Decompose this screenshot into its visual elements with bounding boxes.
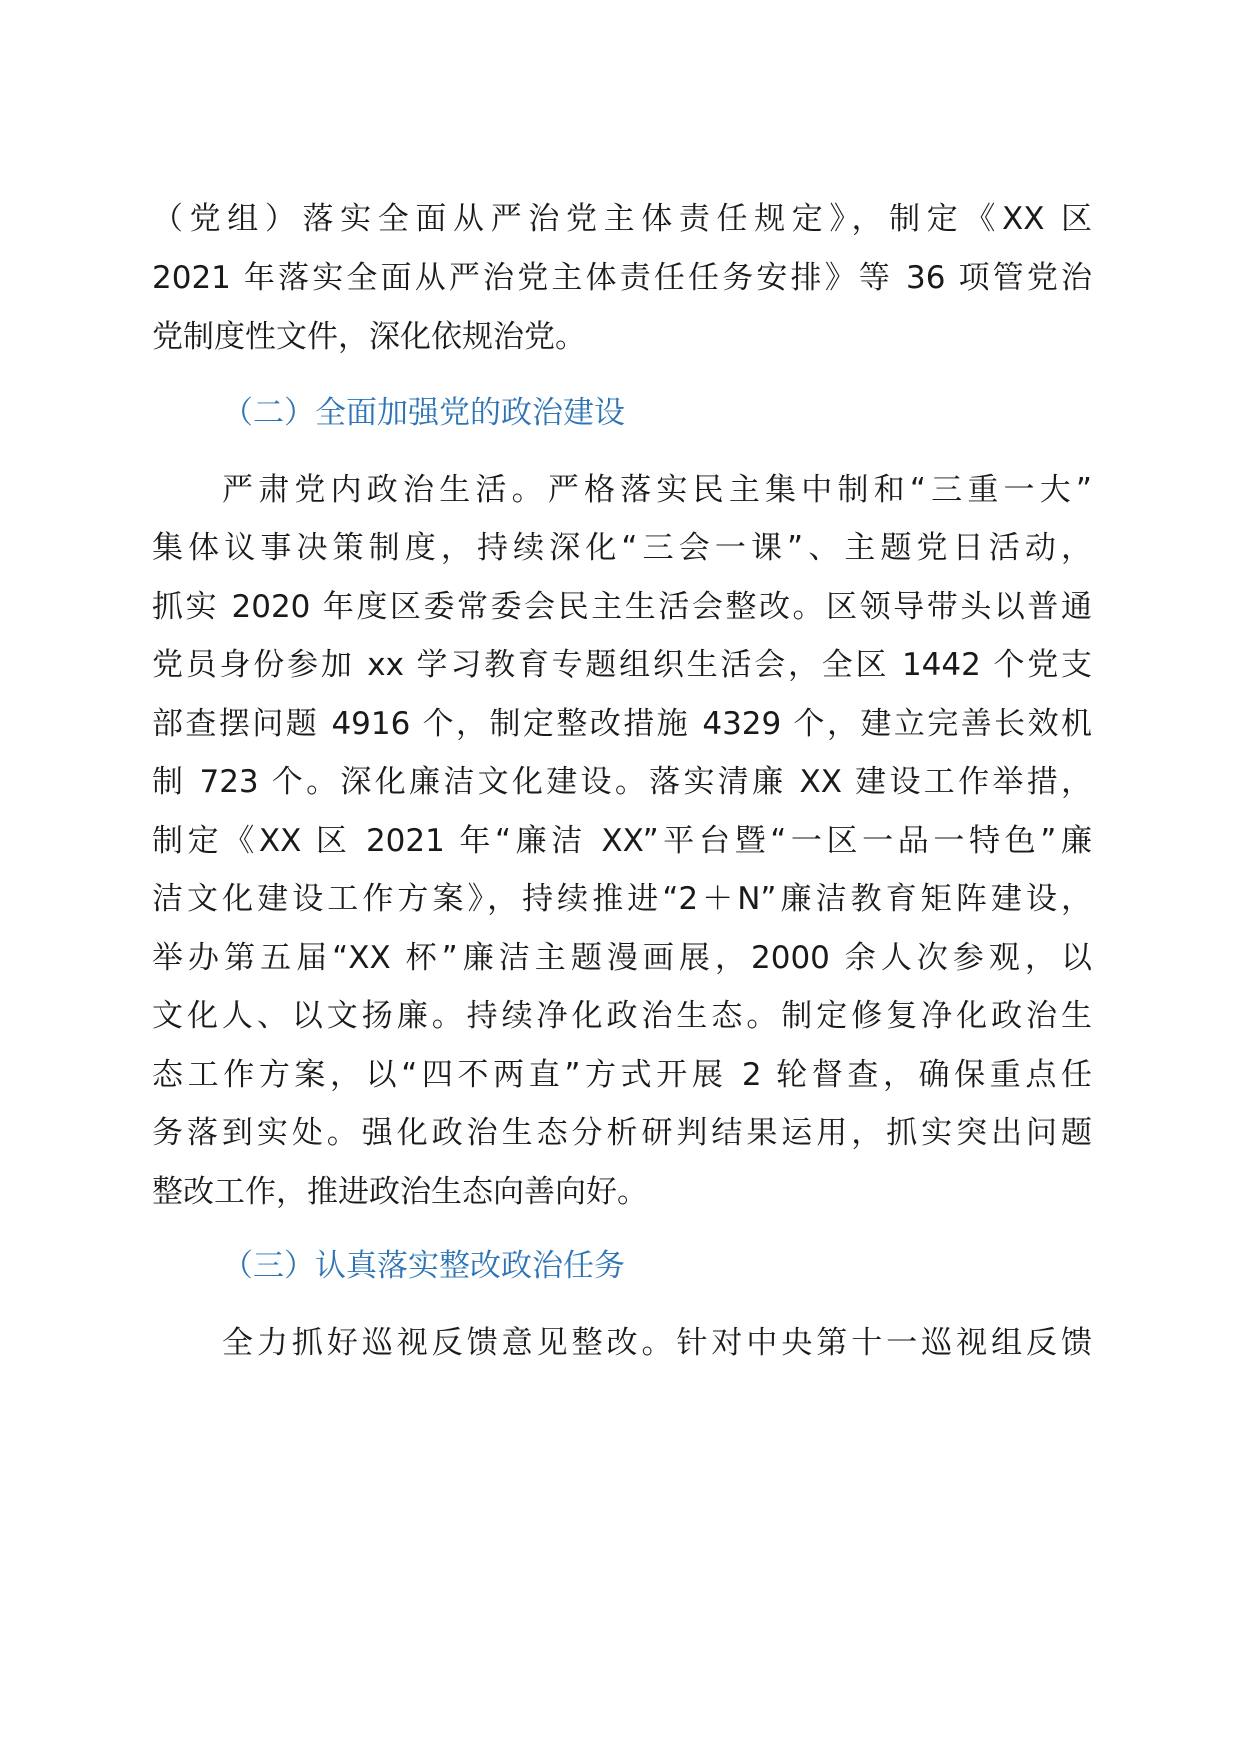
paragraph-line: 务落到实处。强化政治生态分析研判结果运用，抓实突出问题 — [152, 1115, 1092, 1151]
paragraph-line: 2021 年落实全面从严治党主体责任任务安排》等 36 项管党治 — [152, 260, 1092, 296]
paragraph-line: 集体议事决策制度，持续深化“三会一课”、主题党日活动， — [152, 530, 1092, 566]
section-heading: （二）全面加强党的政治建设 — [222, 395, 625, 431]
paragraph-line: 洁文化建设工作方案》，持续推进“2＋N”廉洁教育矩阵建设， — [152, 881, 1092, 917]
paragraph-line: 党制度性文件，深化依规治党。 — [152, 319, 586, 355]
paragraph-line: 部查摆问题 4916 个，制定整改措施 4329 个，建立完善长效机 — [152, 706, 1092, 742]
paragraph-line: 抓实 2020 年度区委常委会民主生活会整改。区领导带头以普通 — [152, 589, 1092, 625]
paragraph-line: 党员身份参加 xx 学习教育专题组织生活会，全区 1442 个党支 — [152, 647, 1092, 683]
paragraph-line: 整改工作，推进政治生态向善向好。 — [152, 1174, 648, 1210]
paragraph-line: （党组）落实全面从严治党主体责任规定》，制定《XX 区 — [152, 201, 1092, 237]
paragraph-line: 制 723 个。深化廉洁文化建设。落实清廉 XX 建设工作举措， — [152, 764, 1092, 800]
paragraph-line: 全力抓好巡视反馈意见整改。针对中央第十一巡视组反馈 — [222, 1325, 1092, 1361]
paragraph-line: 严肃党内政治生活。严格落实民主集中制和“三重一大” — [222, 472, 1092, 508]
section-heading: （三）认真落实整改政治任务 — [222, 1248, 625, 1284]
paragraph-line: 举办第五届“XX 杯”廉洁主题漫画展，2000 余人次参观，以 — [152, 940, 1092, 976]
paragraph-line: 文化人、以文扬廉。持续净化政治生态。制定修复净化政治生 — [152, 998, 1092, 1034]
paragraph-line: 态工作方案，以“四不两直”方式开展 2 轮督查，确保重点任 — [152, 1057, 1092, 1093]
paragraph-line: 制定《XX 区 2021 年“廉洁 XX”平台暨“一区一品一特色”廉 — [152, 823, 1092, 859]
